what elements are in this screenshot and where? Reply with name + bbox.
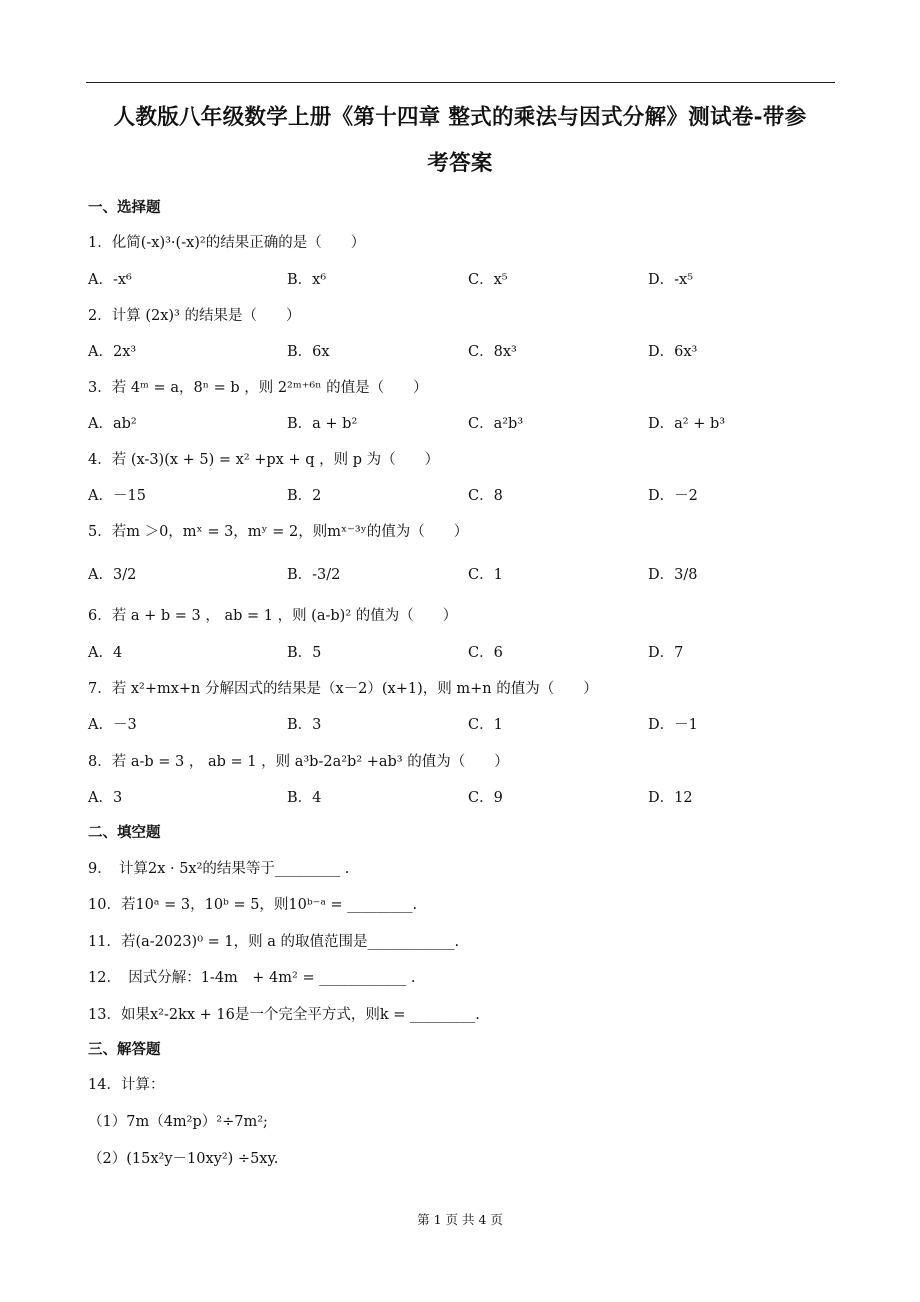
question-3: 3．若 4ᵐ = a，8ⁿ = b ，则 2²ᵐ⁺⁶ⁿ 的值是（ ）: [88, 380, 428, 396]
q1-option-a: A．-x⁶: [88, 272, 132, 288]
question-14-part-2: （2）(15x²y－10xy²) ÷5xy.: [88, 1151, 279, 1167]
question-13: 13．如果x²-2kx + 16是一个完全平方式，则k = _________.: [88, 1007, 480, 1023]
q3-option-d: D．a² + b³: [648, 416, 726, 432]
q2-option-c: C．8x³: [468, 344, 517, 360]
q2-option-b: B．6x: [287, 344, 330, 360]
document-title-line-2: 考答案: [427, 151, 493, 176]
q1-option-d: D．-x⁵: [648, 272, 694, 288]
document-title-line-1: 人教版八年级数学上册《第十四章 整式的乘法与因式分解》测试卷-带参: [113, 105, 807, 130]
question-4: 4．若 (x-3)(x + 5) = x² +px + q ，则 p 为（ ）: [88, 452, 440, 468]
q4-option-a: A．－15: [88, 488, 146, 504]
question-2: 2．计算 (2x)³ 的结果是（ ）: [88, 308, 301, 324]
q7-option-c: C．1: [468, 717, 503, 733]
q6-option-d: D．7: [648, 645, 684, 661]
question-12: 12． 因式分解：1-4m + 4m² = ____________ .: [88, 970, 416, 986]
section-heading-fill-in: 二、填空题: [88, 825, 161, 841]
q8-option-c: C．9: [468, 790, 503, 806]
q8-option-d: D．12: [648, 790, 693, 806]
q4-option-c: C．8: [468, 488, 503, 504]
question-14-part-1: （1）7m（4m²p）²÷7m²;: [88, 1114, 268, 1130]
q7-option-d: D．－1: [648, 717, 698, 733]
q1-option-b: B．x⁶: [287, 272, 327, 288]
question-10: 10．若10ᵃ = 3，10ᵇ = 5，则10ᵇ⁻ᵃ = _________.: [88, 897, 418, 913]
q2-option-a: A．2x³: [88, 344, 137, 360]
q1-option-c: C．x⁵: [468, 272, 508, 288]
q4-option-d: D．－2: [648, 488, 698, 504]
page-footer: 第 1 页 共 4 页: [417, 1212, 503, 1227]
q3-option-a: A．ab²: [88, 416, 137, 432]
question-8: 8．若 a-b = 3 ， ab = 1 ，则 a³b-2a²b² +ab³ 的值为（ ）: [88, 754, 509, 770]
question-14: 14．计算：: [88, 1077, 165, 1093]
question-11: 11．若(a-2023)⁰ = 1，则 a 的取值范围是____________.: [88, 934, 460, 950]
question-5: 5．若m ＞0，mˣ = 3，mʸ = 2，则mˣ⁻³ʸ的值为（ ）: [88, 524, 469, 540]
q6-option-b: B．5: [287, 645, 322, 661]
q2-option-d: D．6x³: [648, 344, 698, 360]
q5-option-d: D．3/8: [648, 567, 698, 583]
q7-option-b: B．3: [287, 717, 322, 733]
question-7: 7．若 x²+mx+n 分解因式的结果是（x－2）(x+1)，则 m+n 的值为（ ）: [88, 681, 598, 697]
question-9: 9． 计算2x · 5x²的结果等于_________ .: [88, 861, 350, 877]
q5-option-a: A．3/2: [88, 567, 137, 583]
q4-option-b: B．2: [287, 488, 322, 504]
section-heading-answers: 三、解答题: [88, 1042, 161, 1058]
section-heading-choice: 一、选择题: [88, 200, 161, 216]
q7-option-a: A．－3: [88, 717, 137, 733]
q5-option-b: B．-3/2: [287, 567, 341, 583]
q5-option-c: C．1: [468, 567, 503, 583]
q6-option-c: C．6: [468, 645, 503, 661]
q3-option-b: B．a + b²: [287, 416, 358, 432]
q8-option-a: A．3: [88, 790, 123, 806]
question-1: 1．化简(-x)³·(-x)²的结果正确的是（ ）: [88, 235, 366, 251]
q6-option-a: A．4: [88, 645, 123, 661]
header-rule: [86, 82, 835, 83]
q3-option-c: C．a²b³: [468, 416, 524, 432]
q8-option-b: B．4: [287, 790, 322, 806]
question-6: 6．若 a + b = 3 ， ab = 1 ，则 (a-b)² 的值为（ ）: [88, 608, 458, 624]
